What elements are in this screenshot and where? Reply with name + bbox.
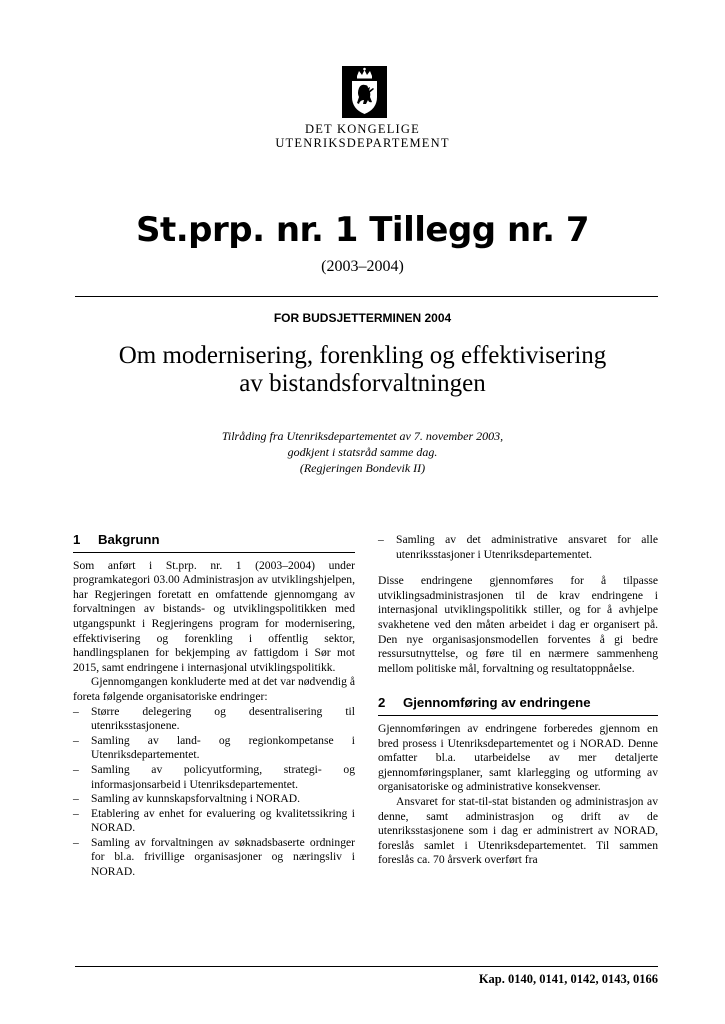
section2-paragraph: Ansvaret for stat-til-stat bistanden og administrasjon av denne, samt administrasjon og drift av de utenriksstasjonene som i dag er administrert av NORAD, foreslås samlet i Utenriksdepartementet. Til sammen foreslås ca. 70 årsverk overført fra bbox=[378, 794, 658, 867]
list-item-text: Samling av policyutforming, strategi- og informasjonsarbeid i Utenriksdepartementet. bbox=[91, 762, 355, 791]
footer-rule bbox=[75, 966, 658, 967]
section2-number: 2 bbox=[378, 695, 386, 711]
section1-number: 1 bbox=[73, 532, 81, 547]
list-item: – Etablering av enhet for evaluering og kvalitetssikring i NORAD. bbox=[73, 806, 355, 835]
document-subject bbox=[0, 342, 725, 398]
subject-line2: av bistandsforvaltningen bbox=[239, 370, 486, 397]
section1-title: Bakgrunn bbox=[98, 532, 160, 547]
right-paragraph: Disse endringene gjennomføres for å tilpasse utviklingsadministrasjonen til de krav endringene i internasjonal utviklingspolitikk stiller, og for å avhjelpe svakhetene ved den måten arbeidet i dag er organisert på. Den nye organisasjonsmodellen forventes å gi bedre ressursutnyttelse, og føre til en nærmere sammenheng mellom politiske mål, forvaltning og resultatoppnåelse. bbox=[378, 574, 658, 675]
list-item-text: Samling av forvaltningen av søknadsbaserte ordninger for bl.a. frivillige organisasjoner og næringsliv i NORAD. bbox=[91, 835, 355, 879]
section1-paragraph: Gjennomgangen konkluderte med at det var nødvendig å foreta følgende organisatoriske endringer: bbox=[73, 675, 355, 703]
subject-line1: Om modernisering, forenkling og effektivisering bbox=[118, 342, 607, 369]
department-name-line2: UTENRIKSDEPARTEMENT bbox=[275, 136, 450, 150]
document-title: St.prp. nr. 1 Tillegg nr. 7 bbox=[136, 210, 589, 250]
list-item-text: Etablering av enhet for evaluering og kvalitetssikring i NORAD. bbox=[91, 806, 355, 835]
list-item: – Samling av forvaltningen av søknadsbaserte ordninger for bl.a. frivillige organisasjoner og næringsliv i NORAD. bbox=[73, 835, 355, 879]
approval-note bbox=[0, 428, 725, 476]
coat-of-arms-icon bbox=[342, 66, 387, 118]
section2-paragraph: Gjennomføringen av endringene forberedes gjennom en bred prosess i Utenriksdepartementet og i NORAD. Denne omfatter bl.a. utarbeidelse av mer detaljerte gjennomføringsplaner, samt klarlegging og utforming av organisatoriske og administrative konsekvenser. bbox=[378, 721, 658, 794]
list-item: – Samling av policyutforming, strategi- og informasjonsarbeid i Utenriksdepartementet. bbox=[73, 762, 355, 791]
budget-term: FOR BUDSJETTERMINEN 2004 bbox=[273, 311, 452, 325]
session-years: (2003–2004) bbox=[321, 258, 404, 275]
header-rule bbox=[75, 296, 658, 297]
chapter-list: Kap. 0140, 0141, 0142, 0143, 0166 bbox=[478, 972, 658, 986]
section1-paragraph: Som anført i St.prp. nr. 1 (2003–2004) under programkategori 03.00 Administrasjon av utviklingshjelpen, har Regjeringen foretatt en omfattende gjennomgang av forvaltningen av bistands- og utviklingspolitikken med utgangspunkt i Regjeringens program for modernisering, effektivisering og forenkling i offentlig sektor, handlingsplanen for bekjemping av fattigdom i Sør mot 2015, samt endringene i internasjonal utviklingspolitikk. bbox=[73, 558, 355, 674]
list-item-text: Større delegering og desentralisering til utenriksstasjonene. bbox=[91, 704, 355, 733]
approval-line2: godkjent i statsråd samme dag. bbox=[287, 445, 438, 459]
section1-heading bbox=[73, 533, 355, 553]
list-item: – Samling av land- og regionkompetanse i Utenriksdepartementet. bbox=[73, 733, 355, 762]
list-item-text: Samling av kunnskapsforvaltning i NORAD. bbox=[91, 792, 300, 806]
section2-heading bbox=[378, 696, 658, 716]
list-item-text: Samling av land- og regionkompetanse i Utenriksdepartementet. bbox=[91, 733, 355, 762]
left-column bbox=[73, 533, 355, 880]
section2-title: Gjennomføring av endringene bbox=[403, 695, 591, 711]
right-column bbox=[378, 533, 658, 868]
approval-line1: Tilråding fra Utenriksdepartementet av 7. november 2003, bbox=[221, 429, 504, 443]
approval-line3: (Regjeringen Bondevik II) bbox=[299, 461, 426, 475]
list-item: – Samling av det administrative ansvaret for alle utenriksstasjoner i Utenriksdepartementet. bbox=[378, 533, 658, 561]
list-item-text: Samling av det administrative ansvaret for alle utenriksstasjoner i Utenriksdepartementet. bbox=[396, 533, 658, 561]
department-name-line1: DET KONGELIGE bbox=[304, 122, 420, 136]
list-item: – Større delegering og desentralisering til utenriksstasjonene. bbox=[73, 704, 355, 733]
list-item: – Samling av kunnskapsforvaltning i NORAD. bbox=[73, 792, 300, 806]
